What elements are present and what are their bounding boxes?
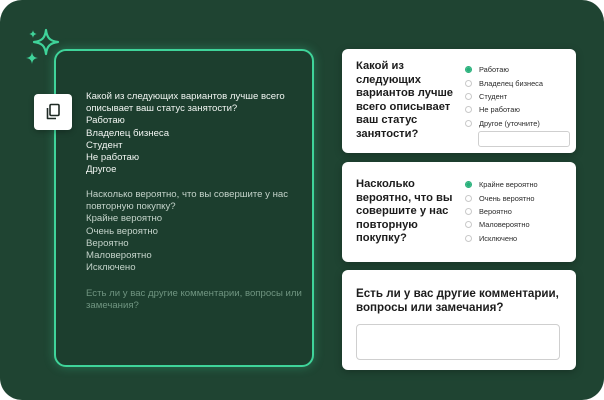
source-line: Студент — [86, 139, 123, 151]
question-title: Есть ли у вас другие комментарии, вопросы или замечания? — [356, 287, 559, 314]
comments-textarea[interactable] — [356, 324, 560, 360]
question-card-comments — [342, 270, 576, 370]
source-line: Какой из следующих вариантов лучше всего — [86, 91, 285, 102]
radio-empty-icon — [465, 93, 472, 100]
question-title: Насколько вероятно, что вы совершите у нас повторную покупку? — [356, 178, 453, 244]
radio-option-label: Не работаю — [479, 105, 520, 115]
source-question-comments — [86, 288, 304, 312]
radio-empty-icon — [465, 106, 472, 113]
source-line: Исключено — [86, 262, 136, 274]
source-line: Другое — [86, 164, 117, 176]
radio-option-label: Владелец бизнеса — [479, 78, 543, 88]
radio-option-label: Исключено — [479, 233, 518, 243]
radio-option-label: Вероятно — [479, 206, 512, 216]
radio-option[interactable] — [465, 191, 573, 204]
question-card-employment — [342, 49, 576, 153]
question-title: Какой из следующих вариантов лучше всего описывает ваш статус занятости? — [356, 60, 454, 140]
radio-empty-icon — [465, 208, 472, 215]
radio-option[interactable] — [465, 103, 573, 116]
source-line: описывает ваш статус занятости? — [86, 103, 238, 115]
source-line: Очень вероятно — [86, 225, 158, 237]
source-question-repurchase — [86, 189, 304, 274]
radio-selected-icon — [465, 181, 472, 188]
copy-button[interactable] — [34, 94, 72, 130]
source-line: Крайне вероятно — [86, 213, 163, 225]
source-line: Вероятно — [86, 237, 129, 249]
copy-icon — [45, 103, 61, 121]
source-line: замечания? — [86, 300, 139, 312]
radio-empty-icon — [465, 221, 472, 228]
source-line: Владелец бизнеса — [86, 127, 170, 139]
radio-option[interactable] — [465, 76, 573, 89]
radio-option[interactable] — [465, 232, 573, 245]
radio-option[interactable] — [465, 117, 573, 130]
other-specify-input[interactable] — [478, 131, 570, 147]
source-line: Не работаю — [86, 152, 140, 164]
radio-option-label: Другое (уточните) — [479, 118, 540, 128]
radio-option-label: Крайне вероятно — [479, 180, 538, 190]
radio-empty-icon — [465, 195, 472, 202]
radio-option-label: Студент — [479, 91, 508, 101]
radio-option[interactable] — [465, 90, 573, 103]
radio-group-repurchase — [465, 178, 573, 245]
question-card-repurchase — [342, 162, 576, 262]
radio-option[interactable] — [465, 218, 573, 231]
radio-option-label: Маловероятно — [479, 220, 530, 230]
source-line: Маловероятно — [86, 250, 152, 262]
radio-option[interactable] — [465, 63, 573, 76]
radio-empty-icon — [465, 80, 472, 87]
source-line: повторную покупку? — [86, 201, 176, 213]
radio-group-employment — [465, 63, 573, 130]
radio-empty-icon — [465, 235, 472, 242]
radio-option[interactable] — [465, 178, 573, 191]
source-text-panel — [54, 49, 314, 367]
source-line: Работаю — [86, 115, 125, 127]
radio-selected-icon — [465, 66, 472, 73]
radio-option-label: Очень вероятно — [479, 193, 535, 203]
source-question-employment — [86, 91, 304, 176]
radio-option[interactable] — [465, 205, 573, 218]
radio-empty-icon — [465, 120, 472, 127]
radio-option-label: Работаю — [479, 65, 509, 75]
source-line: Насколько вероятно, что вы совершите у нас — [86, 189, 289, 200]
source-line: Есть ли у вас другие комментарии, вопросы или — [86, 288, 302, 299]
